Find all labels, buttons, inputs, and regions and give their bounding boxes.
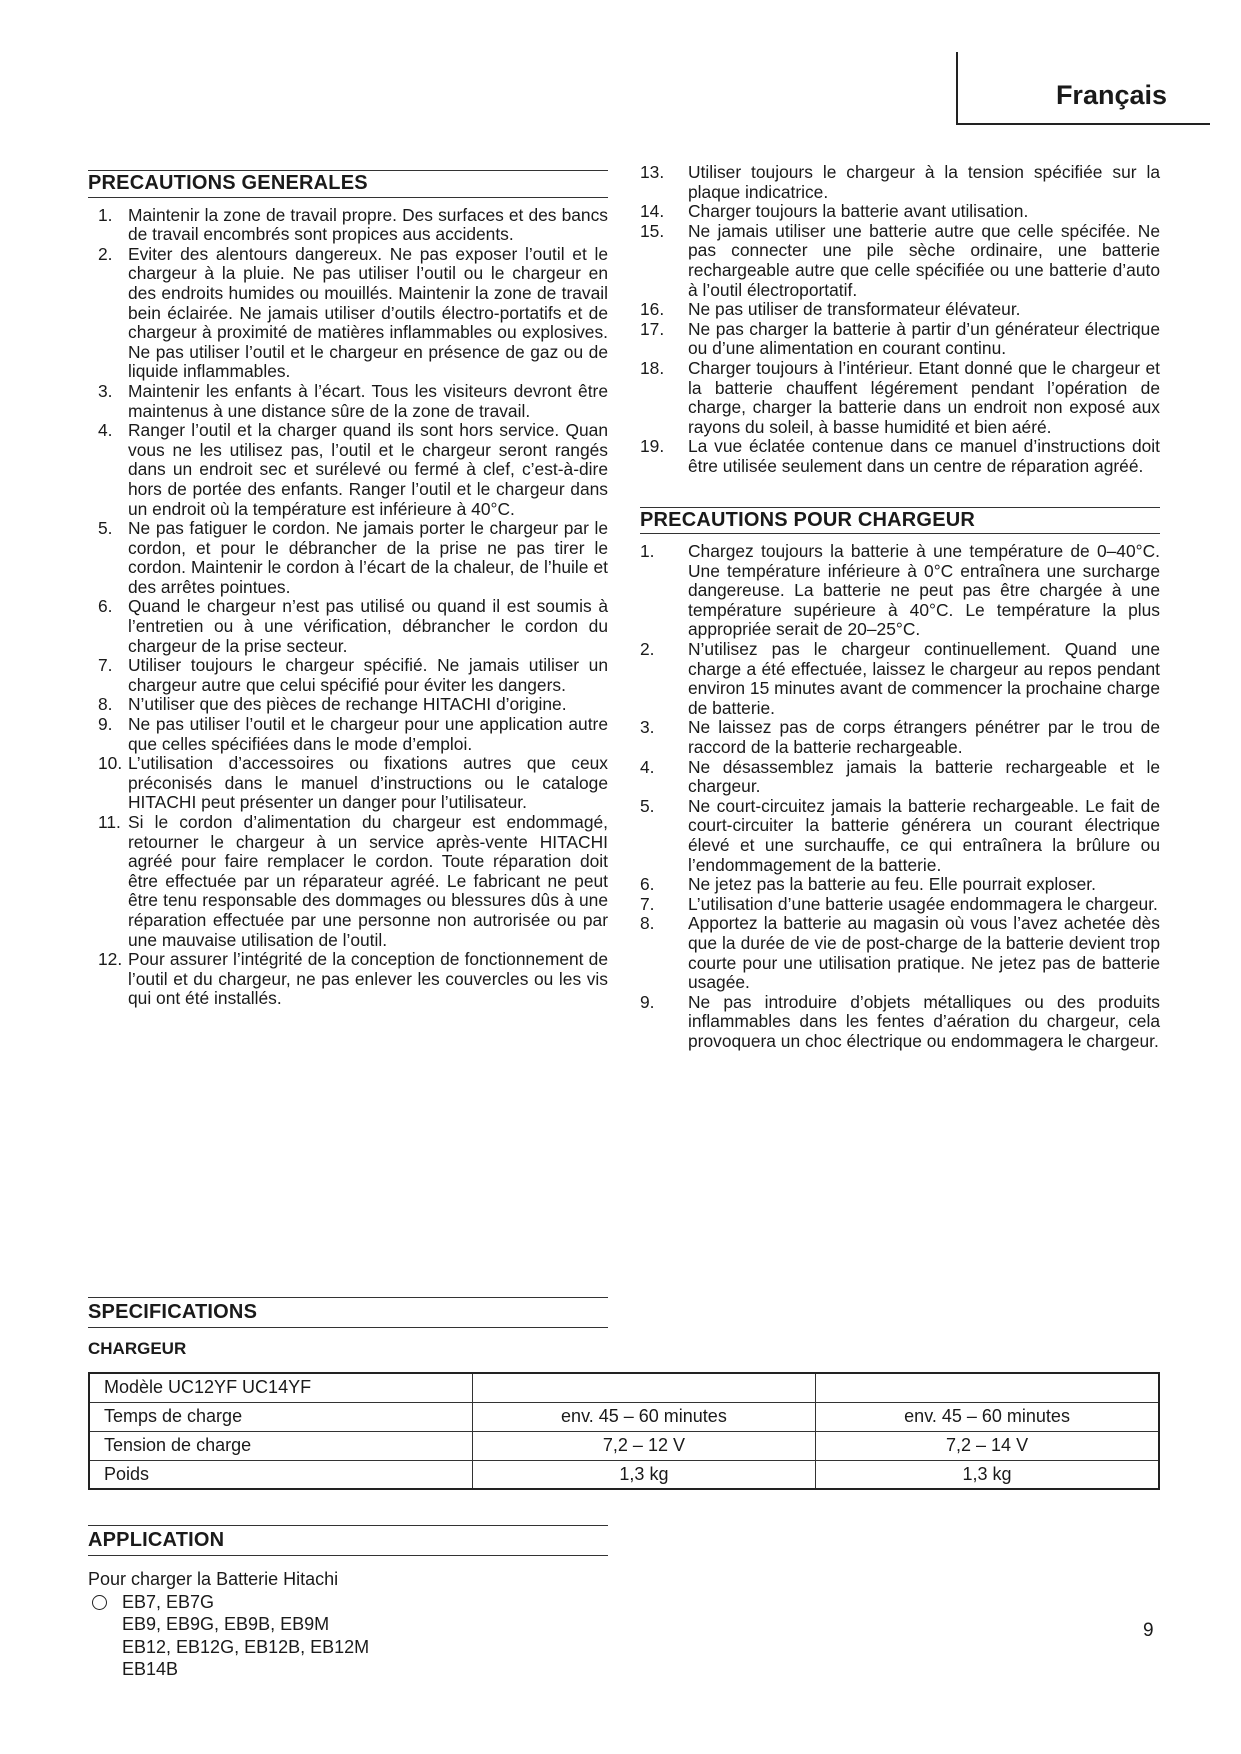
item-number: 7.	[98, 655, 113, 676]
list-item	[88, 715, 608, 754]
specifications-heading: SPECIFICATIONS	[88, 1297, 608, 1328]
list-item: EB9, EB9G, EB9B, EB9M	[122, 1614, 330, 1634]
general-precautions-list	[88, 206, 608, 1009]
item-number: 6.	[640, 874, 655, 895]
item-text: Quand le chargeur n’est pas utilisé ou quand il est soumis à l’entretien ou à une vérification, débrancher le cordon du chargeur de la prise secteur.	[128, 596, 608, 656]
item-number: 9.	[98, 714, 113, 735]
table-row	[89, 1460, 1159, 1489]
item-number: 8.	[640, 913, 655, 934]
general-precautions-continued-list	[640, 163, 1160, 477]
item-text: Maintenir les enfants à l’écart. Tous les visiteurs devront être maintenus à une distance sûre de la zone de travail.	[128, 380, 608, 421]
application-heading: APPLICATION	[88, 1525, 608, 1556]
item-text: N’utiliser que des pièces de rechange HITACHI d’origine.	[128, 694, 567, 715]
item-number: 6.	[98, 596, 113, 617]
item-text: Utiliser toujours le chargeur spécifié. Ne jamais utiliser un chargeur autre que celui spécifié pour éviter les dangers.	[128, 655, 608, 695]
list-item	[640, 437, 1160, 476]
item-text: Utiliser toujours le chargeur à la tension spécifiée sur la plaque indicatrice.	[688, 162, 1160, 202]
item-number: 5.	[640, 795, 655, 816]
item-number: 8.	[98, 694, 113, 715]
table-cell	[816, 1373, 1159, 1402]
list-item	[88, 597, 608, 656]
item-number: 17.	[640, 318, 665, 339]
item-number: 16.	[640, 299, 665, 320]
item-number: 3.	[640, 717, 655, 738]
list-item	[640, 914, 1160, 992]
item-number: 7.	[640, 893, 655, 914]
item-number: 19.	[640, 436, 665, 457]
item-text: Ne court-circuitez jamais la batterie rechargeable. Le fait de court-circuiter la batterie générera un courant électrique élevé et une surchauffe, ce qui entraînera la brûlure ou l’endommagement de la batterie.	[688, 795, 1160, 875]
table-row	[89, 1402, 1159, 1431]
page-number: 9	[1143, 1620, 1154, 1641]
item-number: 14.	[640, 201, 665, 222]
list-item: EB7, EB7G	[122, 1591, 215, 1612]
table-cell: Modèle UC12YF UC14YF	[89, 1373, 472, 1402]
item-text: Apportez la batterie au magasin où vous l’avez achetée dès que la durée de vie de post-charge de la batterie devient trop courte pour une utilisation pratique. Ne jetez pas de batterie usagée.	[688, 913, 1160, 993]
list-item	[640, 875, 1160, 895]
right-column	[640, 163, 1160, 1052]
item-text: La vue éclatée contenue dans ce manuel d’instructions doit être utilisée seulement dans un centre de réparation agréé.	[688, 436, 1160, 476]
list-item	[640, 202, 1160, 222]
item-text: Ne jetez pas la batterie au feu. Elle pourrait exploser.	[688, 874, 1096, 895]
item-text: Ranger l’outil et la charger quand ils sont hors service. Quan vous ne les utilisez pas, l’outil et le chargeur seront rangés dans un endroit sec et surélevé ou fermé à clef, c’est-à-dire hors de portée des enfants. Ranger l’outil et le chargeur dans un endroit où la température est inférieure à 40°C.	[128, 420, 608, 519]
language-label: Français	[1055, 80, 1167, 110]
item-text: Ne jamais utiliser une batterie autre que celle spécifée. Ne pas connecter une pile sèche ordinaire, une batterie rechargeable autre que celle spécifiée ou une batterie d’auto à l’outil électroportatif.	[688, 220, 1160, 300]
item-text: L’utilisation d’accessoires ou fixations autres que ceux préconisés dans le manuel d’instructions ou le cataloge HITACHI peut présenter un danger pour l’utilisateur.	[128, 753, 608, 813]
item-number: 18.	[640, 357, 665, 378]
list-item	[640, 895, 1160, 915]
list-item	[640, 163, 1160, 202]
list-item	[88, 206, 608, 245]
item-number: 4.	[640, 756, 655, 777]
application-body	[88, 1568, 369, 1681]
list-item	[640, 758, 1160, 797]
table-cell: 1,3 kg	[816, 1460, 1159, 1489]
list-item	[640, 797, 1160, 875]
table-cell: Poids	[89, 1460, 472, 1489]
general-precautions-column	[88, 170, 608, 1009]
circle-bullet-icon	[92, 1595, 107, 1610]
table-cell: env. 45 – 60 minutes	[816, 1402, 1159, 1431]
list-item	[640, 993, 1160, 1052]
list-item	[88, 754, 608, 813]
item-text: Ne pas fatiguer le cordon. Ne jamais porter le chargeur par le cordon, et pour le débrancher de la prise ne pas tirer le cordon. Maintenir le cordon à l’écart de la chaleur, de l’huile et des arrêtes pointues.	[128, 518, 608, 597]
item-text: Si le cordon d’alimentation du chargeur est endommagé, retourner le chargeur à un service après-vente HITACHI agréé pour faire remplacer le cordon. Toute réparation doit être effectuée par un réparateur agréé. Le fabricant ne peut être tenu responsable des dommages ou blessures dûs à une réparation effectuée par une personne non autrorisée ou par une mauvaise utilisation de l’outil.	[128, 812, 608, 950]
item-text: L’utilisation d’une batterie usagée endommagera le chargeur.	[688, 893, 1158, 914]
list-item	[640, 320, 1160, 359]
list-item	[640, 300, 1160, 320]
table-cell: Temps de charge	[89, 1402, 472, 1431]
charger-precautions-list	[640, 542, 1160, 1051]
list-item	[88, 421, 608, 519]
list-item: EB12, EB12G, EB12B, EB12M	[122, 1636, 370, 1657]
list-item	[640, 718, 1160, 757]
list-item	[88, 695, 608, 715]
item-text: Pour assurer l’intégrité de la conception de fonctionnement de l’outil et du chargeur, ne pas enlever les couvercles ou les vis qui ont été installés.	[128, 949, 608, 1009]
item-text: Ne pas introduire d’objets métalliques ou des produits inflammables dans les fentes d’aération du chargeur, cela provoquera un choc électrique ou endommagera le chargeur.	[688, 991, 1160, 1051]
item-number: 15.	[640, 220, 665, 241]
item-number: 9.	[640, 991, 655, 1012]
table-cell: 1,3 kg	[472, 1460, 815, 1489]
item-text: Ne désassemblez jamais la batterie rechargeable et le chargeur.	[688, 756, 1160, 797]
item-number: 2.	[98, 243, 113, 264]
item-text: Ne laissez pas de corps étrangers pénétrer par le trou de raccord de la batterie rechargeable.	[688, 717, 1160, 758]
item-number: 10.	[98, 753, 123, 774]
list-item	[640, 222, 1160, 300]
list-item	[88, 245, 608, 382]
item-number: 3.	[98, 380, 113, 401]
charger-subheading: CHARGEUR	[88, 1339, 187, 1358]
table-header-row	[89, 1373, 1159, 1402]
specifications-table	[88, 1372, 1160, 1490]
item-number: 1.	[640, 541, 655, 562]
item-number: 13.	[640, 162, 665, 182]
item-text: Eviter des alentours dangereux. Ne pas exposer l’outil et le chargeur à la pluie. Ne pas utiliser l’outil ou le chargeur en des endroits humides ou mouillés. Maintenir la zone de travail bein éclairée. Ne jamais utiliser d’outils électro-portatifs et de chargeur à proximité de matières inflammables ou explosives. Ne pas utiliser l’outil et le chargeur en présence de gaz ou de liquide inflammables.	[128, 243, 608, 382]
table-row	[89, 1431, 1159, 1460]
item-text: Charger toujours à l’intérieur. Etant donné que le chargeur et la batterie chauffent légérement pendant l’opération de charge, charger la batterie dans un endroit non exposé aux rayons du soleil, à basse humidité et bien aéré.	[688, 357, 1160, 437]
item-number: 1.	[98, 204, 113, 225]
item-text: Ne pas utiliser l’outil et le chargeur pour une application autre que celles spécifiées dans le mode d’emploi.	[128, 714, 608, 754]
list-item	[88, 519, 608, 597]
application-intro: Pour charger la Batterie Hitachi	[88, 1569, 339, 1589]
list-item	[640, 542, 1160, 640]
list-item	[88, 950, 608, 1009]
table-cell: env. 45 – 60 minutes	[472, 1402, 815, 1431]
table-cell: Tension de charge	[89, 1431, 472, 1460]
battery-model-list	[88, 1591, 369, 1681]
charger-precautions-heading: PRECAUTIONS POUR CHARGEUR	[640, 507, 1160, 535]
item-text: Ne pas charger la batterie à partir d’un générateur électrique ou d’une alimentation en courant continu.	[688, 318, 1160, 359]
list-item	[88, 656, 608, 695]
list-item: EB14B	[122, 1659, 179, 1679]
item-number: 2.	[640, 639, 655, 660]
item-text: Chargez toujours la batterie à une température de 0–40°C. Une température inférieure à 0°C entraînera une surcharge dangereuse. La batterie ne peut pas être chargée à une température supérieure à 40°C. Le température la plus appropriée serait de 20–25°C.	[688, 541, 1160, 640]
table-cell	[472, 1373, 815, 1402]
list-item	[640, 359, 1160, 437]
item-text: N’utilisez pas le chargeur continuellement. Quand une charge a été effectuée, laissez le chargeur au repos pendant environ 15 minutes avant de commencer la prochaine charge de batterie.	[688, 639, 1160, 718]
item-number: 5.	[98, 518, 113, 539]
item-number: 11.	[98, 812, 121, 832]
item-number: 4.	[98, 420, 113, 441]
item-text: Charger toujours la batterie avant utilisation.	[688, 201, 1029, 222]
item-number: 12.	[98, 949, 123, 970]
list-item	[640, 640, 1160, 718]
table-cell: 7,2 – 14 V	[816, 1431, 1159, 1460]
table-cell: 7,2 – 12 V	[472, 1431, 815, 1460]
general-precautions-heading: PRECAUTIONS GENERALES	[88, 170, 608, 198]
item-text: Maintenir la zone de travail propre. Des surfaces et des bancs de travail encombrés sont propices aus accidents.	[128, 204, 608, 245]
list-item	[88, 382, 608, 421]
list-item	[88, 813, 608, 950]
item-text: Ne pas utiliser de transformateur élévateur.	[688, 299, 1021, 320]
